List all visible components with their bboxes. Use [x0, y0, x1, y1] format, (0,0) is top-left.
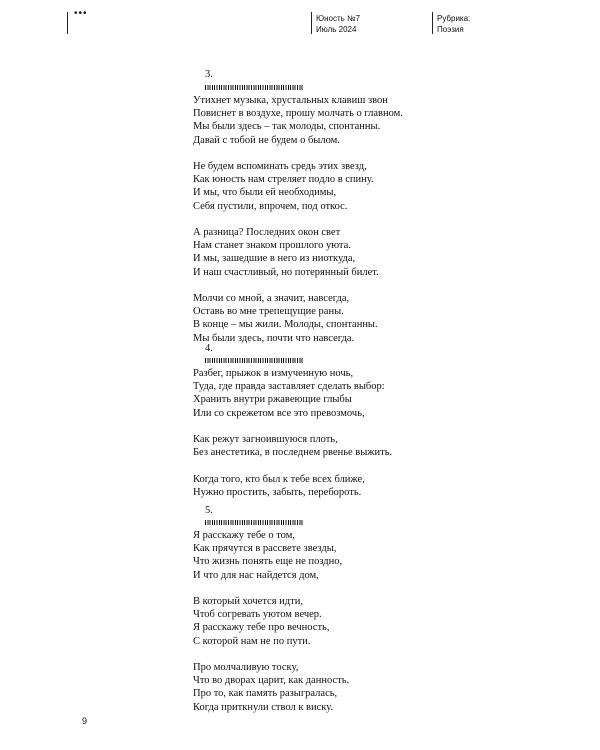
- poem-line: [193, 459, 392, 472]
- poem-line: [193, 213, 403, 226]
- poem-line: Или со скрежетом все это превозмочь,: [193, 407, 365, 419]
- poem-line: И мы, зашедшие в него из ниоткуда,: [193, 253, 356, 265]
- poem-line: Мы были здесь, почти что навсегда.: [193, 332, 355, 344]
- poem-line: Разбег, прыжок в измученную ночь,: [193, 368, 354, 379]
- poem-line: Давай с тобой не будем о былом.: [193, 134, 340, 146]
- poem-line: Что во дворах царит, как данность.: [193, 675, 350, 687]
- poem-line: Чтоб согревать уютом вечер.: [193, 609, 322, 621]
- poem-line: Про то, как память разыгралась,: [193, 688, 338, 700]
- section-number: 3.: [205, 69, 213, 80]
- poem-line: [193, 582, 349, 595]
- poem-section-3: [193, 94, 403, 345]
- header-rubric-rule: [432, 12, 433, 34]
- poem-line: [193, 420, 392, 433]
- poem-line: Хранить внутри ржавеющие глыбы: [193, 394, 352, 406]
- header-magazine-rule: [311, 12, 312, 34]
- poem-line: Молчи со мной, а значит, навсегда,: [193, 293, 350, 304]
- section-number: 5.: [205, 505, 213, 516]
- poem-section-4: [193, 367, 392, 499]
- poem-line: Как прячутся в рассвете звезды,: [193, 543, 337, 555]
- header-left-rule: [67, 12, 68, 34]
- poem-line: Я расскажу тебе о том,: [193, 530, 295, 541]
- poem-line: В который хочется идти,: [193, 596, 303, 607]
- section-divider: [205, 358, 303, 363]
- poem-line: Себя пустили, впрочем, под откос.: [193, 200, 348, 212]
- poem-line: И мы, что были ей необходимы,: [193, 187, 337, 199]
- poem-line: Без анестетика, в последнем рвенье выжить.: [193, 447, 393, 459]
- rubric-info: [437, 13, 470, 35]
- section-divider: [205, 520, 303, 525]
- poem-line: Мы были здесь – так молоды, спонтанны.: [193, 121, 381, 133]
- poem-line: Нужно простить, забыть, перебороть.: [193, 486, 362, 498]
- poem-line: Когда того, кто был к тебе всех ближе,: [193, 473, 365, 485]
- poem-line: Туда, где правда заставляет сделать выбор:: [193, 381, 385, 393]
- poem-line: В конце – мы жили. Молоды, спонтанны.: [193, 319, 378, 331]
- poem-line: И наш счастливый, но потерянный билет.: [193, 266, 379, 278]
- section-divider: [205, 85, 303, 90]
- poem-line: Повиснет в воздухе, прошу молчать о главном.: [193, 108, 403, 120]
- poem-line: [193, 279, 403, 292]
- poem-line: И что для нас найдется дом,: [193, 569, 319, 581]
- section-number: 4.: [205, 343, 213, 354]
- poem-line: [193, 648, 349, 661]
- poem-line: Не будем вспоминать средь этих звезд,: [193, 161, 367, 172]
- poem-line: Когда приткнули ствол к виску.: [193, 701, 334, 713]
- poem-line: А разница? Последних окон свет: [193, 227, 341, 238]
- rubric-value: Поэзия: [437, 25, 464, 34]
- poem-line: Что жизнь понять еще не поздно,: [193, 556, 343, 568]
- poem-line: Оставь во мне трепещущие раны.: [193, 306, 344, 318]
- poem-line: Нам станет знаком прошлого уюта.: [193, 240, 351, 252]
- page-number: 9: [82, 716, 88, 726]
- poem-line: [193, 147, 403, 160]
- magazine-info: [316, 13, 360, 35]
- poem-line: Я расскажу тебе про вечность,: [193, 622, 330, 634]
- poem-section-5: [193, 529, 349, 714]
- poem-line: Как режут загноившуюся плоть,: [193, 434, 338, 445]
- poem-line: Утихнет музыка, хрустальных клавиш звон: [193, 95, 388, 106]
- poem-line: С которой нам не по пути.: [193, 635, 311, 647]
- menu-dots-icon: •••: [74, 8, 88, 19]
- poem-line: Как юность нам стреляет подло в спину.: [193, 174, 374, 186]
- magazine-title: Юность №7: [316, 14, 361, 23]
- rubric-label: Рубрика:: [437, 14, 471, 23]
- poem-line: Про молчаливую тоску,: [193, 662, 299, 673]
- issue-date: Июль 2024: [316, 25, 357, 34]
